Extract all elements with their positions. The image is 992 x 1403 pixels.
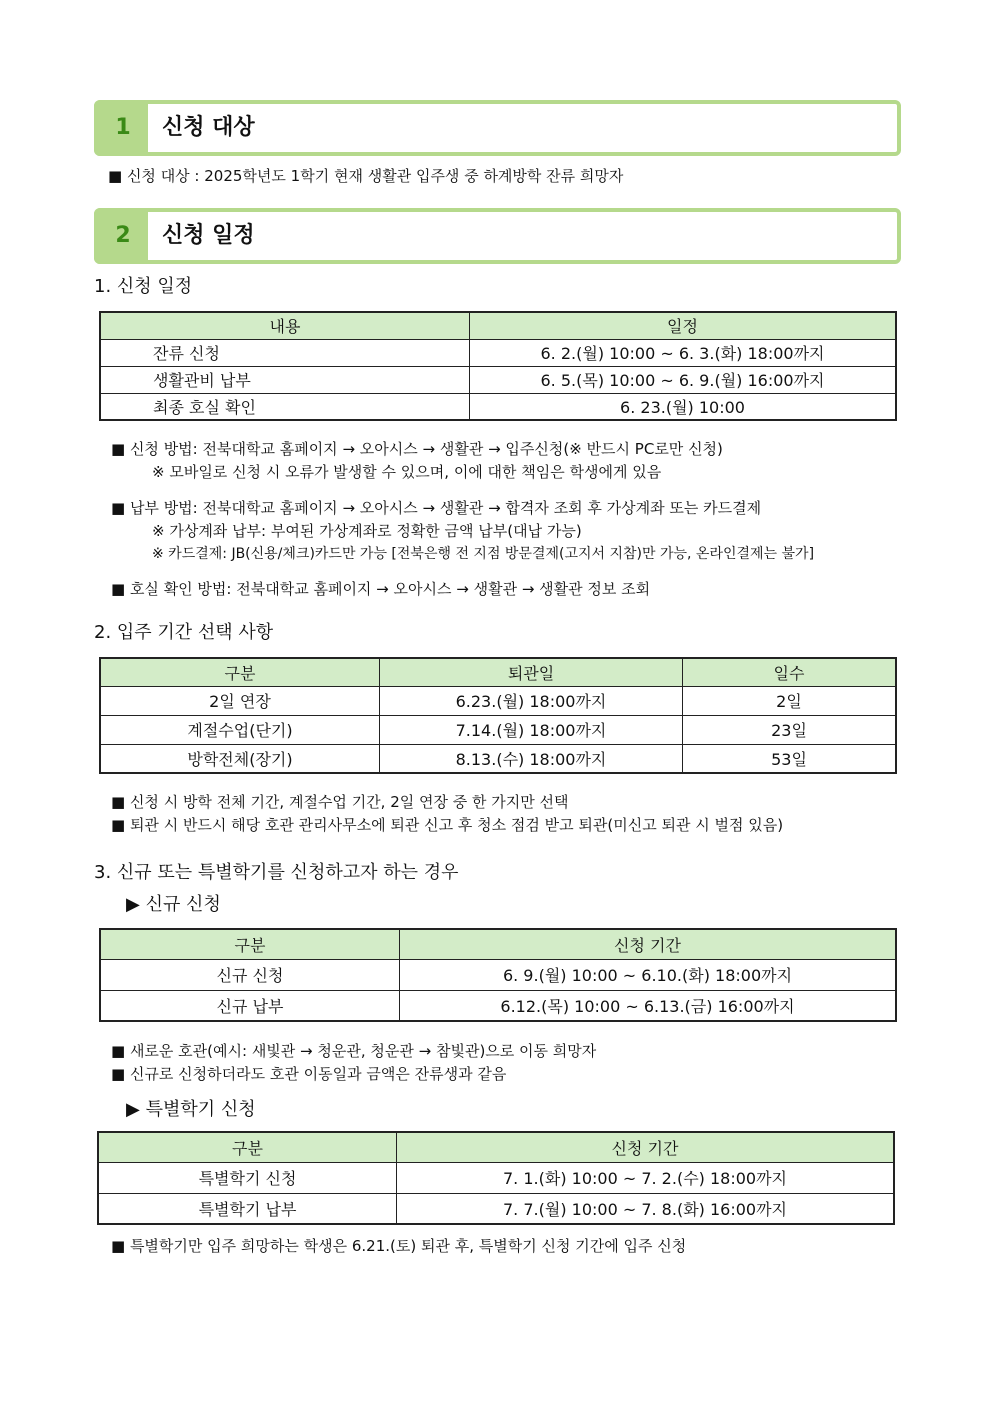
table-header: 구분 — [98, 1132, 397, 1162]
table-row — [100, 339, 896, 366]
special-apply-table — [97, 1131, 895, 1225]
subheading-period: 2. 입주 기간 선택 사항 — [94, 622, 274, 643]
section-header-1 — [94, 100, 901, 156]
table-cell: 6. 5.(목) 10:00 ~ 6. 9.(월) 16:00까지 — [470, 366, 897, 393]
table-row — [100, 990, 896, 1021]
table-header: 신청 기간 — [400, 929, 897, 959]
table-cell: 6. 9.(월) 10:00 ~ 6.10.(화) 18:00까지 — [400, 959, 897, 990]
schedule-table — [99, 311, 897, 421]
table-cell: 2일 연장 — [100, 686, 380, 715]
table-cell: 생활관비 납부 — [100, 366, 470, 393]
note-mobile-warning: ※ 모바일로 신청 시 오류가 발생할 수 있으며, 이에 대한 책임은 학생에게 있음 — [152, 463, 662, 481]
table-row — [100, 715, 896, 744]
table-cell: 6.23.(월) 18:00까지 — [380, 686, 683, 715]
note-card-payment: ※ 카드결제: JB(신용/체크)카드만 가능 [전북은행 전 지점 방문결제(고지서 지참)만 가능, 온라인결제는 불가] — [152, 546, 815, 562]
table-header: 일수 — [683, 658, 897, 686]
table-row — [100, 393, 896, 420]
table-cell: 7. 7.(월) 10:00 ~ 7. 8.(화) 16:00까지 — [397, 1193, 895, 1224]
table-cell: 신규 신청 — [100, 959, 400, 990]
table-cell: 잔류 신청 — [100, 339, 470, 366]
note-apply-method: ■ 신청 방법: 전북대학교 홈페이지 → 오아시스 → 생활관 → 입주신청(※ 반드시 PC로만 신청) — [111, 440, 723, 458]
section-title: 신청 대상 — [162, 115, 255, 140]
note-checkout: ■ 퇴관 시 반드시 해당 호관 관리사무소에 퇴관 신고 후 청소 점검 받고 퇴관(미신고 퇴관 시 벌점 있음) — [111, 816, 784, 834]
table-cell: 특별학기 신청 — [98, 1162, 397, 1193]
target-bullet: ■ 신청 대상 : 2025학년도 1학기 현재 생활관 입주생 중 하계방학 잔류 희망자 — [108, 167, 624, 185]
table-cell: 방학전체(장기) — [100, 744, 380, 773]
table-header: 퇴관일 — [380, 658, 683, 686]
table-row — [100, 686, 896, 715]
new-apply-table — [99, 928, 897, 1022]
table-row — [100, 744, 896, 773]
table-header: 구분 — [100, 929, 400, 959]
subheading-schedule: 1. 신청 일정 — [94, 276, 193, 297]
table-cell: 53일 — [683, 744, 897, 773]
table-cell: 23일 — [683, 715, 897, 744]
period-table — [99, 657, 897, 774]
section-number: 2 — [115, 223, 131, 248]
section-title: 신청 일정 — [162, 223, 255, 248]
table-row — [100, 959, 896, 990]
subheading-special: ▶ 특별학기 신청 — [126, 1099, 256, 1120]
note-new-same-fee: ■ 신규로 신청하더라도 호관 이동일과 금액은 잔류생과 같음 — [111, 1065, 507, 1083]
table-cell: 신규 납부 — [100, 990, 400, 1021]
note-select-one: ■ 신청 시 방학 전체 기간, 계절수업 기간, 2일 연장 중 한 가지만 선택 — [111, 793, 569, 811]
table-header: 신청 기간 — [397, 1132, 895, 1162]
note-room-check: ■ 호실 확인 방법: 전북대학교 홈페이지 → 오아시스 → 생활관 → 생활관 정보 조회 — [111, 580, 651, 598]
table-cell: 7. 1.(화) 10:00 ~ 7. 2.(수) 18:00까지 — [397, 1162, 895, 1193]
table-cell: 6.12.(목) 10:00 ~ 6.13.(금) 16:00까지 — [400, 990, 897, 1021]
table-header: 내용 — [100, 312, 470, 339]
table-cell: 6. 23.(월) 10:00 — [470, 393, 897, 420]
table-cell: 8.13.(수) 18:00까지 — [380, 744, 683, 773]
table-cell: 계절수업(단기) — [100, 715, 380, 744]
section-number: 1 — [115, 115, 131, 140]
table-row — [100, 366, 896, 393]
table-row — [98, 1193, 894, 1224]
subheading-new-special: 3. 신규 또는 특별학기를 신청하고자 하는 경우 — [94, 862, 459, 883]
table-row — [98, 1162, 894, 1193]
section-header-2 — [94, 208, 901, 264]
note-new-building: ■ 새로운 호관(예시: 새빛관 → 청운관, 청운관 → 참빛관)으로 이동 희망자 — [111, 1042, 597, 1060]
note-virtual-account: ※ 가상계좌 납부: 부여된 가상계좌로 정확한 금액 납부(대납 가능) — [152, 522, 582, 540]
table-cell: 6. 2.(월) 10:00 ~ 6. 3.(화) 18:00까지 — [470, 339, 897, 366]
table-cell: 최종 호실 확인 — [100, 393, 470, 420]
table-header: 일정 — [470, 312, 897, 339]
table-cell: 2일 — [683, 686, 897, 715]
table-header: 구분 — [100, 658, 380, 686]
table-cell: 7.14.(월) 18:00까지 — [380, 715, 683, 744]
subheading-new: ▶ 신규 신청 — [126, 894, 221, 915]
table-cell: 특별학기 납부 — [98, 1193, 397, 1224]
note-special-only: ■ 특별학기만 입주 희망하는 학생은 6.21.(토) 퇴관 후, 특별학기 신청 기간에 입주 신청 — [111, 1237, 687, 1255]
note-payment-method: ■ 납부 방법: 전북대학교 홈페이지 → 오아시스 → 생활관 → 합격자 조회 후 가상계좌 또는 카드결제 — [111, 499, 762, 517]
